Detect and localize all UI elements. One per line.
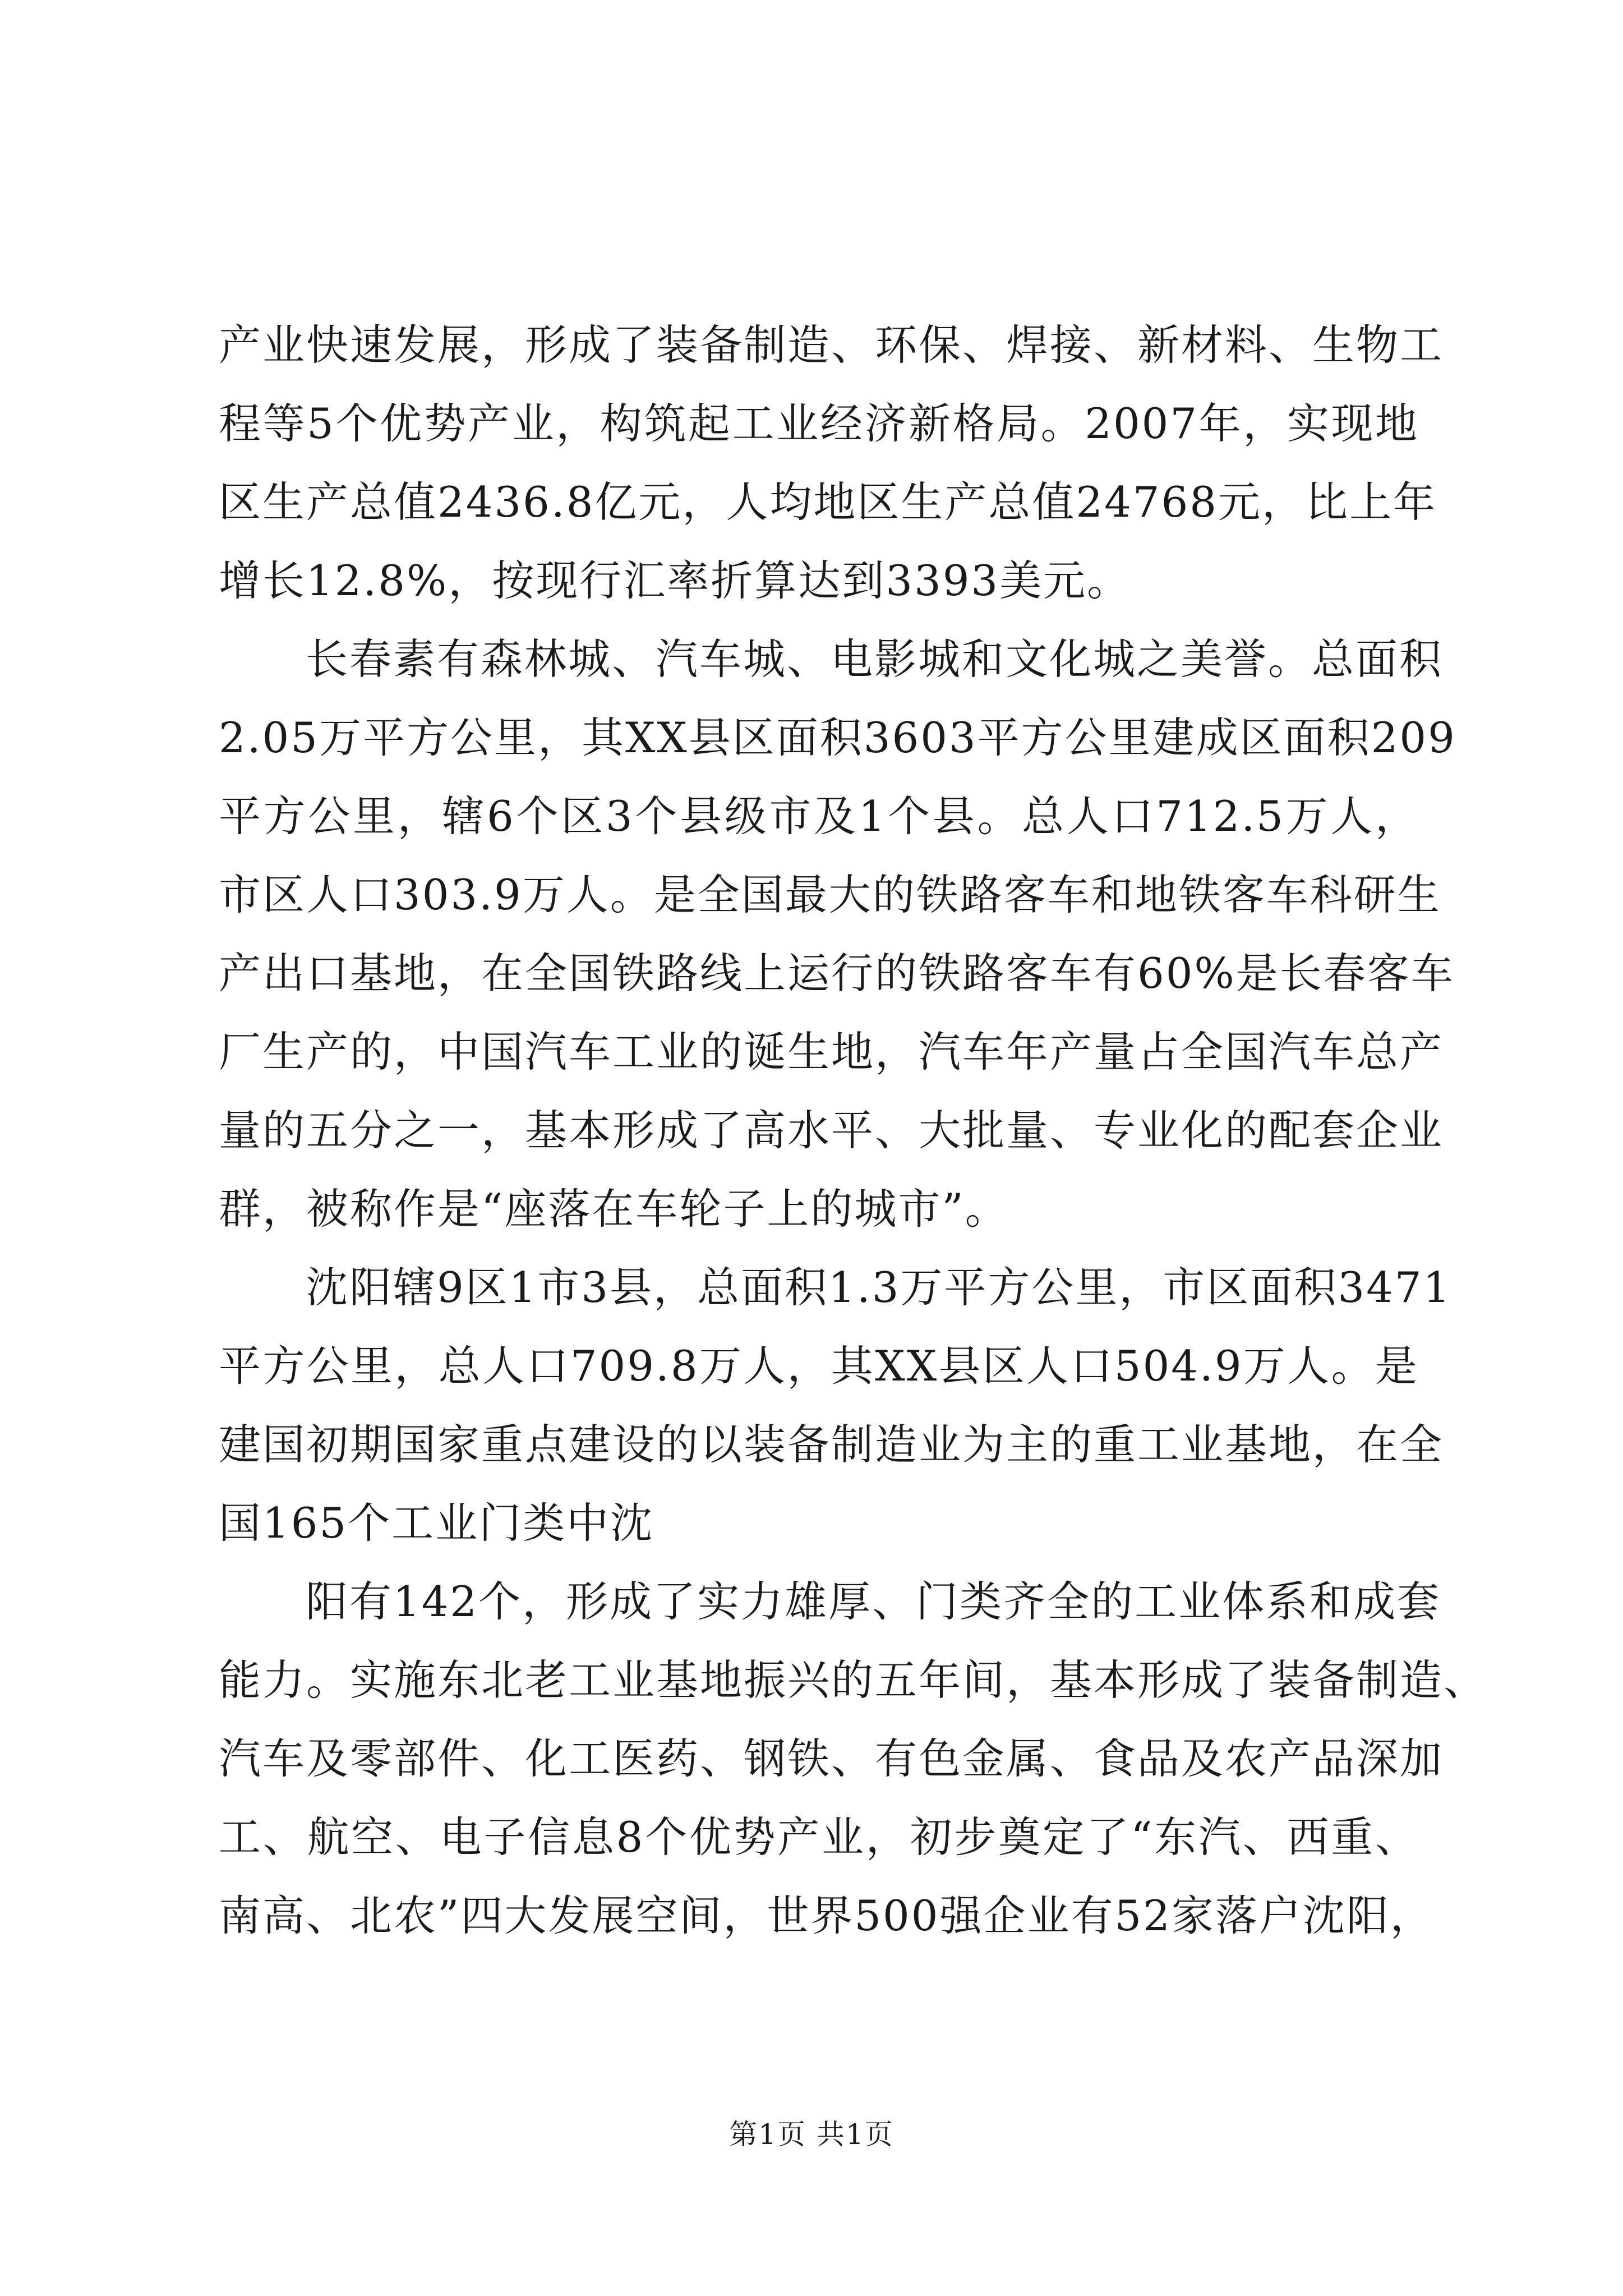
text-line: 工、航空、电子信息8个优势产业，初步奠定了“东汽、西重、 bbox=[219, 1812, 1419, 1862]
text-line: 程等5个优势产业，构筑起工业经济新格局。2007年，实现地 bbox=[219, 399, 1419, 448]
text-line: 长春素有森林城、汽车城、电影城和文化城之美誉。总面积 bbox=[306, 634, 1444, 684]
text-line: 阳有142个，形成了实力雄厚、门类齐全的工业体系和成套 bbox=[306, 1577, 1441, 1626]
text-line: 厂生产的，中国汽车工业的诞生地，汽车年产量占全国汽车总产 bbox=[219, 1027, 1444, 1076]
text-line: 增长12.8%，按现行汇率折算达到3393美元。 bbox=[219, 556, 1131, 605]
text-line: 建国初期国家重点建设的以装备制造业为主的重工业基地，在全 bbox=[219, 1420, 1444, 1469]
text-line: 南高、北农”四大发展空间，世界500强企业有52家落户沈阳， bbox=[219, 1891, 1434, 1940]
text-line: 市区人口303.9万人。是全国最大的铁路客车和地铁客车科研生 bbox=[219, 870, 1441, 919]
text-line: 汽车及零部件、化工医药、钢铁、有色金属、食品及农产品深加 bbox=[219, 1734, 1444, 1783]
text-line: 平方公里，辖6个区3个县级市及1个县。总人口712.5万人， bbox=[219, 792, 1419, 841]
text-line: 产出口基地，在全国铁路线上运行的铁路客车有60%是长春客车 bbox=[219, 949, 1455, 998]
body-text bbox=[219, 306, 1488, 1955]
text-line: 产业快速发展，形成了装备制造、环保、焊接、新材料、生物工 bbox=[219, 320, 1444, 370]
text-line: 能力。实施东北老工业基地振兴的五年间，基本形成了装备制造、 bbox=[219, 1655, 1488, 1705]
text-line: 区生产总值2436.8亿元，人均地区生产总值24768元，比上年 bbox=[219, 477, 1437, 527]
text-line: 群，被称作是“座落在车轮子上的城市”。 bbox=[219, 1184, 1009, 1234]
text-line: 平方公里，总人口709.8万人，其XX县区人口504.9万人。是 bbox=[219, 1341, 1419, 1391]
text-line: 沈阳辖9区1市3县，总面积1.3万平方公里，市区面积3471 bbox=[306, 1263, 1452, 1312]
text-line: 量的五分之一，基本形成了高水平、大批量、专业化的配套企业 bbox=[219, 1106, 1444, 1155]
text-line: 2.05万平方公里，其XX县区面积3603平方公里建成区面积209 bbox=[219, 713, 1456, 762]
text-line: 国165个工业门类中沈 bbox=[219, 1498, 654, 1548]
page-footer: 第1页 共1页 bbox=[729, 2118, 894, 2151]
